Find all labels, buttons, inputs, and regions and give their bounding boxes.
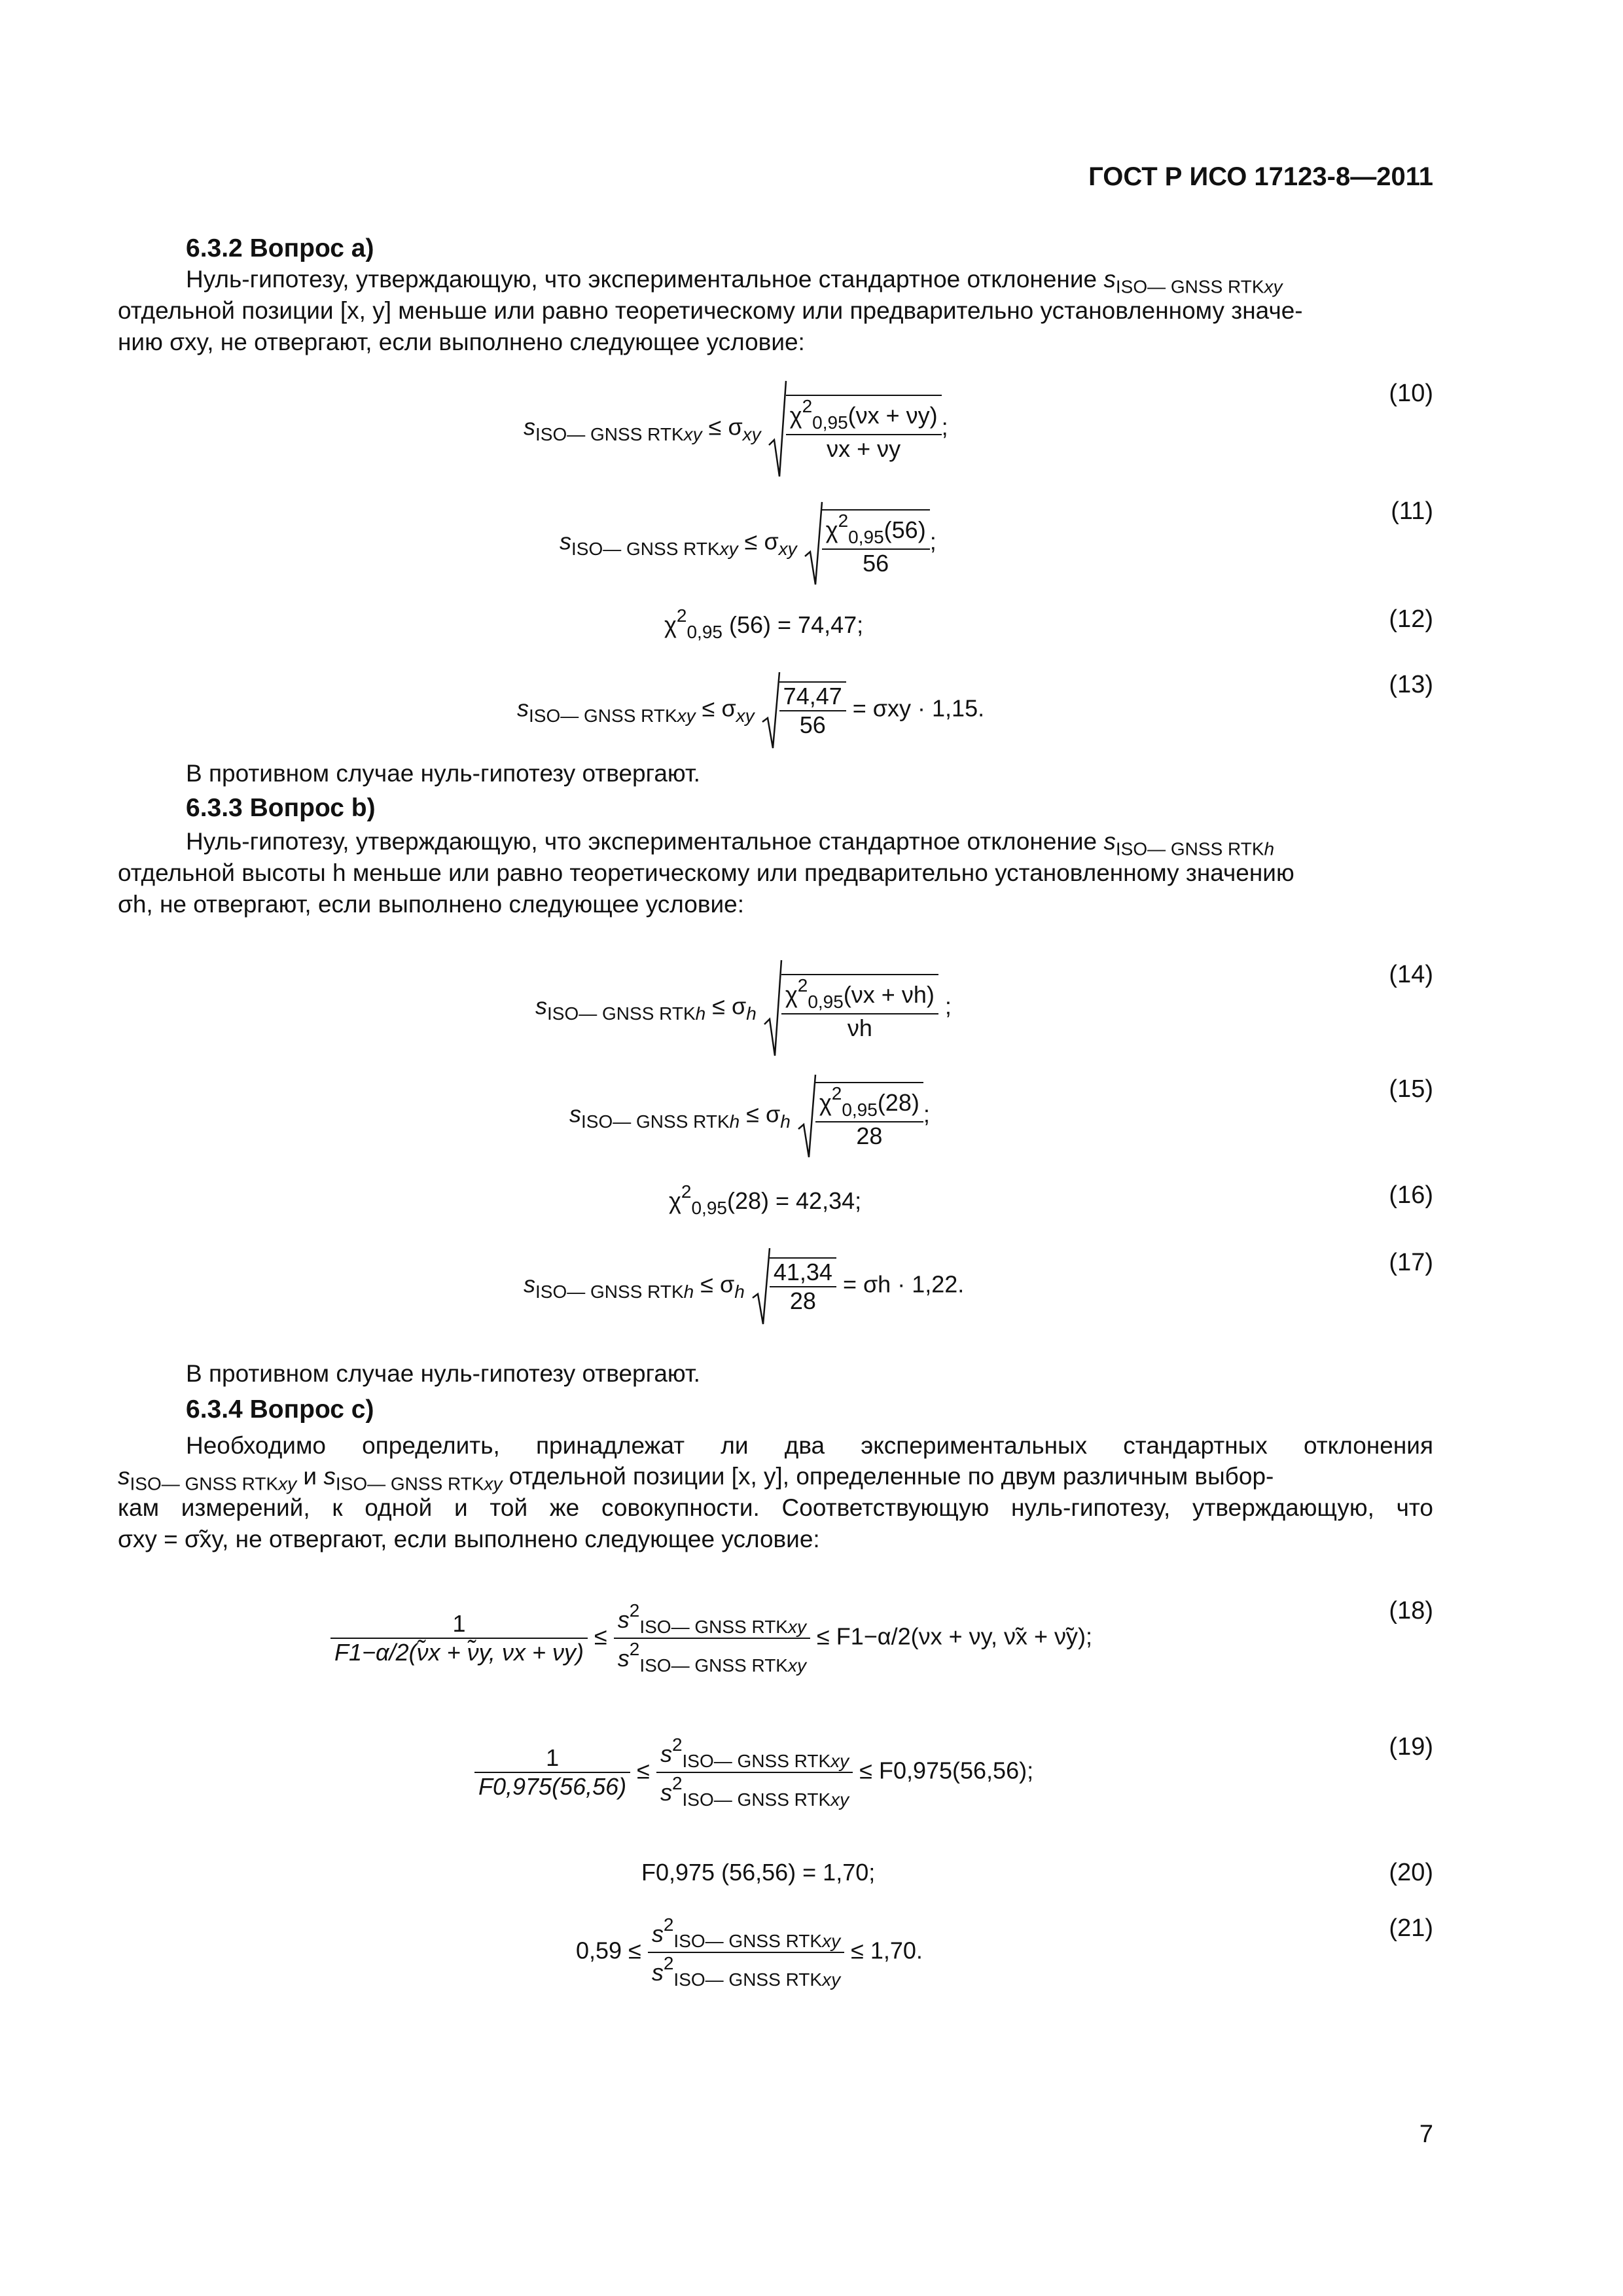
e21-ratio-denominator	[648, 1953, 844, 1990]
e14-numerator	[781, 975, 938, 1014]
s1-paragraph-line2: отдельной позиции [x, y] меньше или равно теоретическому или предварительно установленному значе-	[118, 297, 1303, 324]
equation-number-20: (20)	[1389, 1859, 1433, 1886]
e12-chi-p: 0,95	[687, 622, 722, 643]
e15-le: ≤	[746, 1100, 759, 1128]
s2-paragraph-line3: σh, не отвергают, если выполнено следующее условие:	[118, 891, 745, 918]
e14-fraction	[781, 974, 938, 1041]
e18-ratio-denominator	[614, 1639, 810, 1676]
e18-num-s: s	[617, 1605, 630, 1633]
e17-denominator: 28	[789, 1287, 816, 1314]
e11-s: s	[560, 528, 571, 555]
e18-num-xy: xy	[787, 1617, 806, 1638]
e13-s: s	[517, 694, 529, 722]
e14-chi: χ	[785, 981, 798, 1009]
e18-den-sq: 2	[629, 1639, 640, 1660]
e21-ratio-fraction	[648, 1914, 844, 1990]
equation-19	[474, 1734, 1033, 1810]
e11-numerator	[822, 511, 930, 549]
equation-number-18: (18)	[1389, 1597, 1433, 1624]
e13-xy: xy	[677, 705, 696, 726]
equation-16	[669, 1181, 861, 1219]
s1-symbol-s: s	[1103, 266, 1116, 293]
e19-left-denominator: F0,975(56,56)	[478, 1773, 627, 1801]
e12-rest: (56) = 74,47;	[729, 611, 864, 638]
document-code: ГОСТ Р ИСО 17123-8—2011	[1088, 162, 1433, 191]
e16-rest: (28) = 42,34;	[726, 1187, 862, 1214]
e14-le: ≤	[712, 992, 725, 1020]
equation-number-19: (19)	[1389, 1733, 1433, 1761]
e10-sub: ISO— GNSS RTK	[535, 423, 684, 444]
s3-symbol-s2: s	[323, 1463, 336, 1490]
e21-num-sub: ISO— GNSS RTK	[673, 1931, 823, 1952]
e18-ratio-fraction	[614, 1600, 810, 1676]
e19-one: 1	[474, 1744, 630, 1773]
e21-den-s: s	[651, 1958, 664, 1986]
equation-17	[524, 1247, 964, 1325]
e13-fraction	[779, 681, 846, 739]
s2-symbol-sub: ISO— GNSS RTK	[1115, 838, 1264, 859]
s1-symbol-xy: xy	[1264, 276, 1283, 297]
equation-number-12: (12)	[1389, 605, 1433, 633]
equation-20: F0,975 (56,56) = 1,70;	[641, 1859, 876, 1886]
e10-radical-icon	[768, 380, 787, 478]
e10-num-text: (νx + νy)	[847, 402, 938, 429]
e11-sigma: σ	[764, 528, 779, 555]
e10-le: ≤	[708, 413, 722, 440]
e10-numerator	[786, 396, 942, 435]
e14-sigma-h: h	[746, 1003, 757, 1024]
e21-left: 0,59 ≤	[576, 1937, 641, 1964]
e15-denominator: 28	[856, 1122, 883, 1149]
e11-num-text: (56)	[883, 516, 926, 544]
s3-and-word: и	[303, 1463, 317, 1490]
e19-num-sub: ISO— GNSS RTK	[682, 1751, 831, 1772]
e10-fraction	[786, 395, 942, 462]
e19-den-sq: 2	[671, 1773, 683, 1794]
equation-number-17: (17)	[1389, 1249, 1433, 1276]
s3-line2-text: отдельной позиции [x, y], определенные по двум различным выбор-	[508, 1463, 1274, 1490]
e15-num-text: (28)	[877, 1089, 919, 1117]
page-number: 7	[1419, 2121, 1433, 2148]
e21-den-sq: 2	[663, 1953, 674, 1974]
e13-sigma: σ	[721, 694, 736, 722]
e18-one: 1	[330, 1610, 588, 1639]
e15-chi-p: 0,95	[842, 1100, 878, 1121]
e15-chi-sq: 2	[831, 1083, 842, 1104]
e11-sub: ISO— GNSS RTK	[571, 538, 720, 559]
s1-symbol-sub: ISO— GNSS RTK	[1115, 276, 1264, 297]
equation-number-13: (13)	[1389, 671, 1433, 698]
e19-num-sq: 2	[671, 1734, 683, 1755]
s3-symbol-xy2: xy	[484, 1473, 503, 1494]
s1-conclusion: В противном случае нуль-гипотезу отвергают.	[186, 760, 700, 787]
e14-sub: ISO— GNSS RTK	[547, 1003, 696, 1024]
e17-s: s	[524, 1270, 535, 1298]
e14-chi-sq: 2	[797, 975, 808, 996]
e12-chi-sq: 2	[676, 605, 687, 626]
e19-den-sub: ISO— GNSS RTK	[682, 1789, 831, 1810]
e13-numerator: 74,47	[779, 683, 846, 711]
e10-denominator: νx + νy	[827, 435, 901, 462]
e15-radical-icon	[797, 1073, 817, 1158]
equation-14: $s_{ISO— GNSS RTKh} \le \sigma_h$ $\frac{\chi^2_{0,95}(\nu x + \nu h)}{\nu h}$ ;	[535, 959, 952, 1057]
equation-12	[664, 605, 863, 643]
section-title-633: 6.3.3 Вопрос b)	[186, 794, 376, 822]
e10-xy: xy	[683, 423, 702, 444]
e14-num-text: (νx + νh)	[843, 981, 935, 1009]
e18-num-sub: ISO— GNSS RTK	[639, 1617, 788, 1638]
e21-den-sub: ISO— GNSS RTK	[673, 1969, 823, 1990]
equation-21	[576, 1914, 923, 1990]
e15-numerator	[815, 1083, 923, 1122]
e13-sigma-xy: xy	[736, 705, 755, 726]
s2-symbol-h: h	[1264, 838, 1275, 859]
e19-den-xy: xy	[830, 1789, 849, 1810]
equation-13	[517, 671, 984, 749]
e18-left-denominator: F1−α/2(ν̃x + ν̃y, νx + νy)	[334, 1639, 584, 1666]
e19-ratio-numerator	[656, 1734, 853, 1773]
e10-sigma-xy: xy	[742, 423, 761, 444]
e15-fraction	[815, 1082, 923, 1149]
e17-radical-icon	[751, 1247, 771, 1325]
e13-sub: ISO— GNSS RTK	[529, 705, 677, 726]
e12-chi: χ	[664, 611, 677, 638]
equation-18	[330, 1600, 1092, 1676]
e18-ratio-numerator	[614, 1600, 810, 1639]
e19-num-s: s	[660, 1740, 672, 1767]
e13-result: = σxy · 1,15.	[852, 694, 985, 722]
equation-number-14: (14)	[1389, 961, 1433, 988]
e15-sub: ISO— GNSS RTK	[581, 1111, 730, 1132]
s3-symbol-sub1: ISO— GNSS RTK	[130, 1473, 279, 1494]
e19-num-xy: xy	[830, 1751, 849, 1772]
equation-number-21: (21)	[1389, 1914, 1433, 1942]
s3-symbol-s1: s	[118, 1463, 130, 1490]
e19-den-s: s	[660, 1778, 672, 1806]
section-title-632: 6.3.2 Вопрос а)	[186, 234, 374, 262]
equation-10: $s_{ISO— GNSS RTKxy} \le \sigma_{xy}$ $\frac{\chi^2_{0,95}(\nu x + \nu y)}{\nu x + \nu y}$ ;	[524, 380, 948, 478]
e15-s: s	[569, 1100, 581, 1128]
e17-fraction	[770, 1257, 836, 1315]
e17-sigma-h: h	[734, 1281, 745, 1302]
e17-h: h	[683, 1281, 694, 1302]
e18-den-xy: xy	[787, 1655, 806, 1676]
e19-right: ≤ F0,975(56,56);	[859, 1757, 1034, 1784]
e17-le: ≤	[700, 1270, 713, 1298]
s3-symbol-sub2: ISO— GNSS RTK	[335, 1473, 484, 1494]
s1-line1-text: Нуль-гипотезу, утверждающую, что экспериментальное стандартное отклонение	[186, 266, 1097, 293]
e18-den-sub: ISO— GNSS RTK	[639, 1655, 788, 1676]
e10-chi: χ	[789, 402, 802, 429]
e21-den-xy: xy	[822, 1969, 841, 1990]
e18-left-fraction	[330, 1610, 588, 1666]
equation-number-11: (11)	[1391, 497, 1433, 525]
e11-denominator: 56	[863, 549, 889, 577]
e14-denominator: νh	[847, 1014, 872, 1041]
e11-xy: xy	[719, 538, 738, 559]
s3-paragraph-line4: σxy = σ̃xy, не отвергают, если выполнено следующее условие:	[118, 1526, 820, 1552]
e16-chi: χ	[669, 1187, 681, 1214]
e18-den-s: s	[617, 1644, 630, 1672]
s2-paragraph-line2: отдельной высоты h меньше или равно теоретическому или предварительно установленному значению	[118, 859, 1294, 886]
e11-sigma-xy: xy	[778, 538, 797, 559]
e17-sub: ISO— GNSS RTK	[535, 1281, 684, 1302]
e17-sigma: σ	[720, 1270, 735, 1298]
equation-number-10: (10)	[1389, 380, 1433, 407]
e21-num-sq: 2	[663, 1914, 674, 1935]
equation-15: $s_{ISO— GNSS RTKh} \le \sigma_h$ $\frac{\chi^2_{0,95}(28)}{28}$ ;	[569, 1073, 930, 1158]
e19-left-fraction	[474, 1744, 630, 1801]
equation-11: $s_{ISO— GNSS RTKxy} \le \sigma_{xy}$ $\frac{\chi^2_{0,95}(56)}{56}$ ;	[560, 501, 936, 586]
e15-chi: χ	[819, 1089, 832, 1117]
e17-numerator: 41,34	[770, 1259, 836, 1287]
equation-number-16: (16)	[1389, 1181, 1433, 1209]
e15-sigma: σ	[766, 1100, 781, 1128]
e18-num-sq: 2	[629, 1600, 640, 1621]
e10-chi-sq: 2	[802, 396, 813, 417]
s2-conclusion: В противном случае нуль-гипотезу отвергают.	[186, 1360, 700, 1387]
e21-num-xy: xy	[822, 1931, 841, 1952]
e11-le: ≤	[744, 528, 758, 555]
e11-chi-p: 0,95	[848, 527, 884, 548]
e10-sigma: σ	[728, 413, 743, 440]
s3-paragraph-line3: кам измерений, к одной и той же совокупности. Соответствующую нуль-гипотезу, утверждающую, что	[118, 1494, 1433, 1521]
e15-h: h	[729, 1111, 740, 1132]
e19-ratio-denominator	[656, 1773, 853, 1810]
e16-chi-p: 0,95	[691, 1198, 727, 1219]
e16-chi-sq: 2	[681, 1181, 692, 1202]
e13-radical-icon	[761, 671, 781, 749]
e19-ratio-fraction	[656, 1734, 853, 1810]
e11-chi: χ	[825, 516, 838, 544]
s3-paragraph-line1: Необходимо определить, принадлежат ли два экспериментальных стандартных отклонения	[186, 1432, 1433, 1459]
e15-sigma-h: h	[780, 1111, 791, 1132]
e19-le: ≤	[637, 1757, 650, 1784]
e14-sigma: σ	[732, 992, 747, 1020]
equation-number-15: (15)	[1389, 1075, 1433, 1103]
e11-chi-sq: 2	[838, 511, 849, 531]
e14-s: s	[535, 992, 547, 1020]
e14-radical-icon	[763, 959, 783, 1057]
e11-fraction	[822, 509, 930, 577]
e13-denominator: 56	[799, 711, 826, 738]
e13-le: ≤	[702, 694, 715, 722]
e21-ratio-numerator	[648, 1914, 844, 1953]
section-title-634: 6.3.4 Вопрос с)	[186, 1395, 374, 1424]
e21-right: ≤ 1,70.	[851, 1937, 923, 1964]
s2-symbol-s: s	[1103, 828, 1116, 855]
e18-right: ≤ F1−α/2(νx + νy, ν̃x + ν̃y);	[816, 1623, 1092, 1650]
e10-s: s	[524, 413, 535, 440]
s3-symbol-xy1: xy	[278, 1473, 297, 1494]
s2-line1-text: Нуль-гипотезу, утверждающую, что экспериментальное стандартное отклонение	[186, 828, 1097, 855]
s1-paragraph-line3: нию σxy, не отвергают, если выполнено следующее условие:	[118, 329, 805, 355]
e17-result: = σh · 1,22.	[842, 1270, 965, 1298]
e18-le: ≤	[594, 1623, 607, 1650]
e10-chi-p: 0,95	[812, 412, 848, 433]
e14-chi-p: 0,95	[808, 992, 844, 1013]
e14-h: h	[695, 1003, 706, 1024]
e21-num-s: s	[651, 1920, 664, 1947]
e11-radical-icon	[804, 501, 823, 586]
